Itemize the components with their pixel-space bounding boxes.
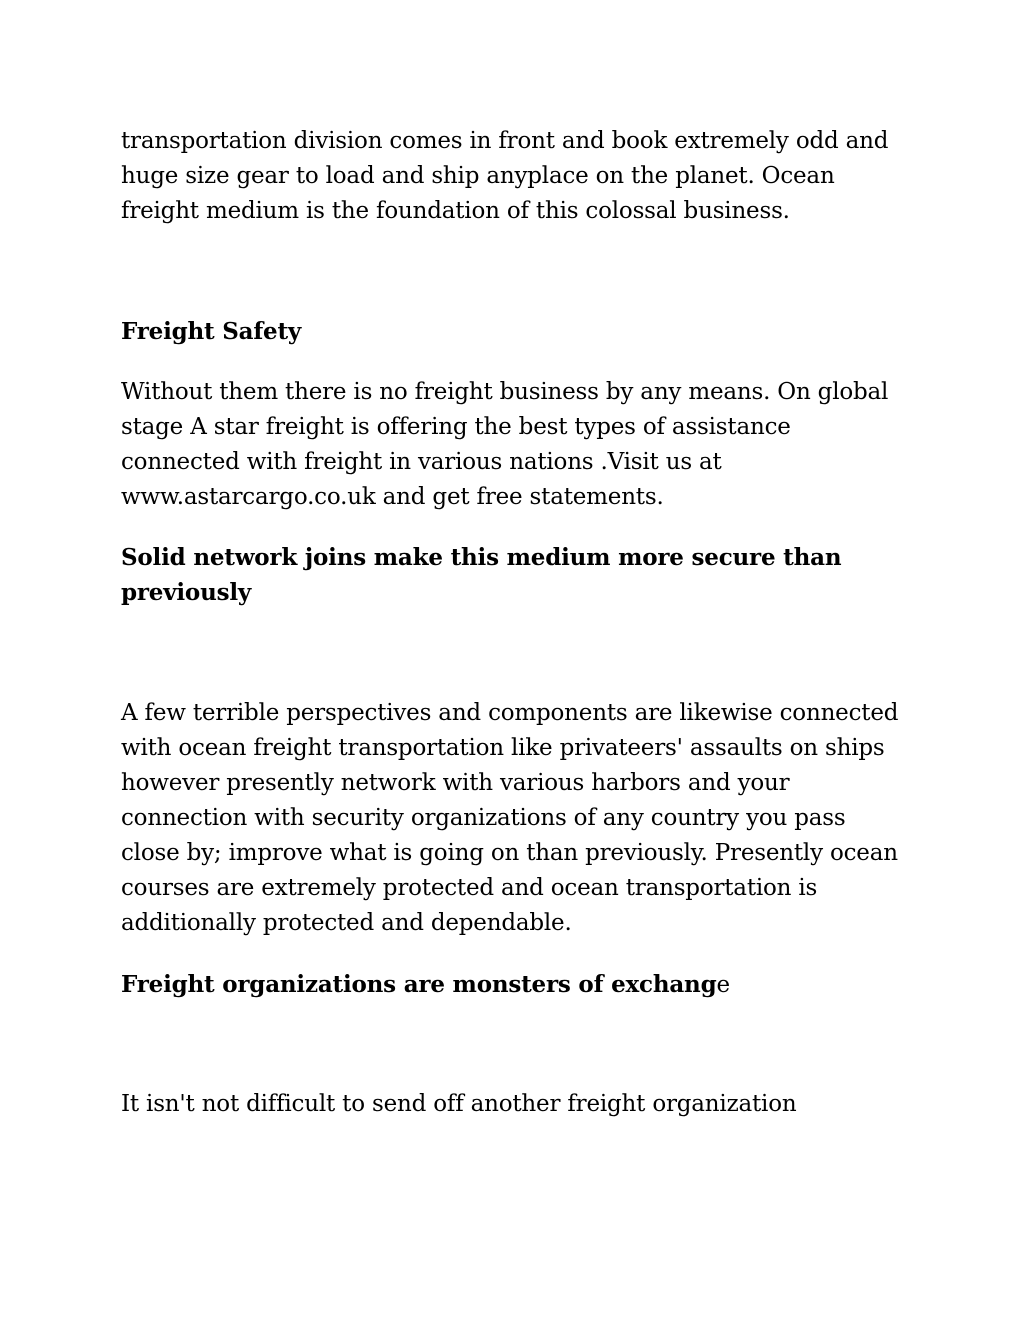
- freight-organizations-heading-tail: e: [716, 972, 730, 998]
- ocean-freight-paragraph: A few terrible perspectives and components are likewise connected with ocean freight transportation like privateers' assaults on ships however presently network with various harbors and your connection with security organizations of any country you pass close by; improve what is going on than previously. Presently ocean courses are extremely protected and ocean transportation is additionally protected and dependable.: [121, 700, 899, 936]
- closing-paragraph: It isn't not difficult to send off another freight organization: [121, 1091, 797, 1117]
- intro-paragraph: transportation division comes in front and book extremely odd and huge size gear to load and ship anyplace on the planet. Ocean freight medium is the foundation of this colossal business.: [121, 128, 889, 224]
- freight-safety-heading: Freight Safety: [121, 318, 302, 345]
- freight-organizations-heading-bold: Freight organizations are monsters of exchang: [121, 971, 717, 998]
- freight-safety-paragraph: Without them there is no freight business by any means. On global stage A star freight is offering the best types of assistance connected with freight in various nations .Visit us at www.astarcargo.co.uk and get free statements.: [121, 379, 889, 510]
- freight-organizations-heading: [121, 967, 911, 1003]
- solid-network-heading: Solid network joins make this medium more secure than previously: [121, 544, 842, 606]
